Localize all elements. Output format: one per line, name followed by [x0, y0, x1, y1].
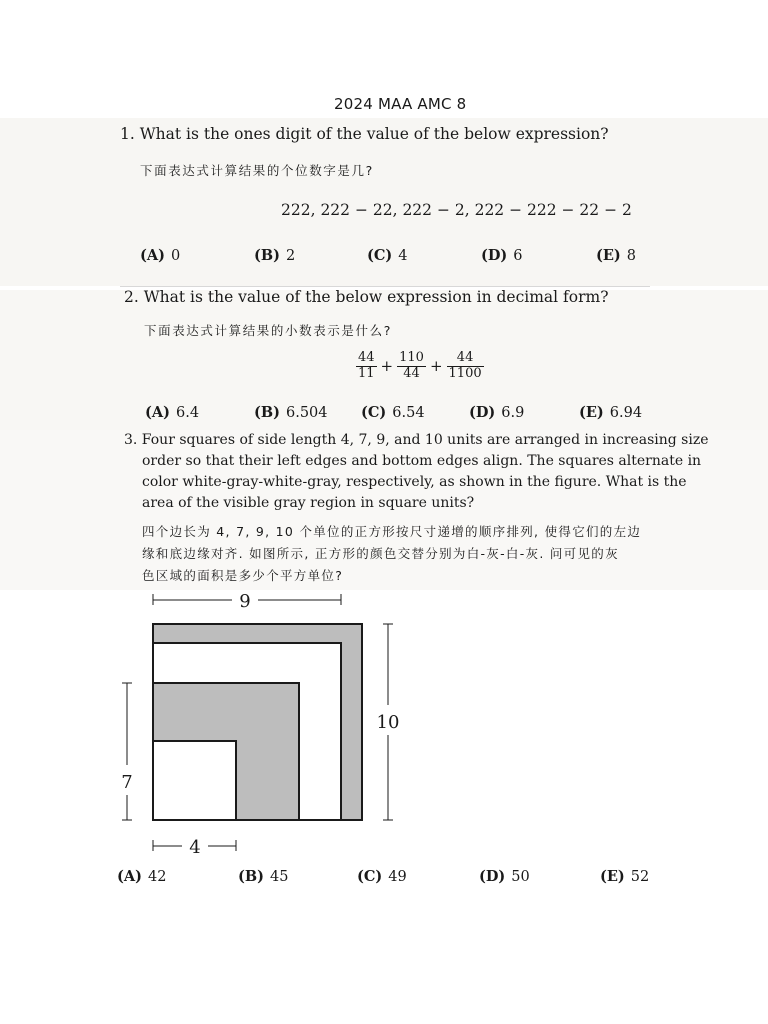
- choice-label: (B): [238, 868, 264, 885]
- denominator: 11: [358, 365, 375, 381]
- choice-value: 50: [511, 869, 530, 885]
- question-3-chinese-line: 四个边长为 4, 7, 9, 10 个单位的正方形按尺寸递增的顺序排列, 使得它们的左边: [142, 524, 642, 539]
- question-3-line: color white-gray-white-gray, respectively, as shown in the figure. What is the: [142, 474, 687, 490]
- choice-label: (A): [140, 247, 165, 264]
- question-3-chinese: [142, 521, 641, 587]
- question-3-chinese-line: 色区域的面积是多少个平方单位?: [142, 568, 344, 583]
- q2-choice-c[interactable]: [361, 404, 425, 421]
- q2-choice-a[interactable]: [145, 404, 199, 421]
- plus-sign: +: [429, 357, 443, 376]
- fraction-2: [397, 351, 426, 382]
- question-1-expression: 222, 222 − 22, 222 − 2, 222 − 222 − 22 − 2: [281, 201, 632, 219]
- numerator: 44: [447, 351, 484, 367]
- q1-choice-b[interactable]: [254, 247, 295, 264]
- choice-label: (B): [254, 247, 280, 264]
- plus-sign: +: [380, 357, 394, 376]
- choice-label: (E): [600, 868, 625, 885]
- choice-label: (D): [469, 404, 496, 421]
- choice-value: 6.9: [501, 405, 525, 421]
- choice-value: 6.4: [175, 405, 200, 421]
- q2-choice-d[interactable]: [469, 404, 524, 421]
- question-3-text: [124, 430, 709, 514]
- choice-value: 6.504: [285, 405, 328, 421]
- q3-choice-a[interactable]: [117, 868, 166, 885]
- choice-label: (B): [254, 404, 280, 421]
- denominator: 44: [403, 365, 420, 381]
- choice-label: (D): [479, 868, 506, 885]
- choice-value: 6.54: [392, 405, 425, 421]
- choice-label: (E): [596, 247, 621, 264]
- q3-choice-c[interactable]: [357, 868, 407, 885]
- choice-label: (C): [357, 868, 383, 885]
- choice-value: 0: [170, 248, 181, 264]
- choice-label: (A): [117, 868, 142, 885]
- q1-choice-a[interactable]: [140, 247, 180, 264]
- choice-label: (D): [481, 247, 508, 264]
- numerator: 44: [358, 350, 375, 365]
- question-2-chinese: 下面表达式计算结果的小数表示是什么?: [144, 323, 392, 338]
- q1-choice-d[interactable]: [481, 247, 523, 264]
- label-4: 4: [189, 837, 201, 858]
- fraction-1: [356, 351, 377, 382]
- question-3-line: area of the visible gray region in square units?: [142, 495, 475, 511]
- q2-choice-b[interactable]: [254, 404, 328, 421]
- q1-choice-e[interactable]: [596, 247, 636, 264]
- choice-value: 8: [626, 248, 637, 264]
- page-title: 2024 MAA AMC 8: [334, 95, 467, 113]
- choice-value: 52: [630, 869, 650, 885]
- question-3-line: order so that their left edges and bottom edges align. The squares alternate in: [142, 453, 702, 469]
- choice-label: (E): [579, 404, 604, 421]
- label-10: 10: [376, 712, 400, 733]
- choice-value: 6: [513, 248, 523, 264]
- q3-choice-b[interactable]: [238, 868, 288, 885]
- question-3-line: 3. Four squares of side length 4, 7, 9, and 10 units are arranged in increasing size: [124, 432, 709, 448]
- q3-choice-d[interactable]: [479, 868, 530, 885]
- choice-label: (A): [145, 404, 170, 421]
- label-9: 9: [239, 591, 251, 612]
- fraction-3: [447, 351, 484, 382]
- choice-value: 6.94: [609, 405, 643, 421]
- dimension-7: [122, 683, 132, 820]
- question-2-expression: [356, 351, 484, 382]
- nested-squares-figure: [0, 585, 768, 870]
- numerator: 110: [399, 350, 424, 365]
- choice-value: 45: [269, 869, 289, 885]
- q3-choice-e[interactable]: [600, 868, 649, 885]
- question-3-chinese-line: 缘和底边缘对齐. 如图所示, 正方形的颜色交替分别为白-灰-白-灰. 问可见的灰: [142, 546, 619, 561]
- question-2-text: 2. What is the value of the below expression in decimal form?: [124, 288, 609, 306]
- square-4: [153, 741, 236, 820]
- denominator: 1100: [448, 365, 482, 381]
- choice-label: (C): [361, 404, 387, 421]
- choice-label: (C): [367, 247, 393, 264]
- choice-value: 4: [398, 248, 408, 264]
- label-7: 7: [121, 772, 133, 793]
- choice-value: 2: [285, 248, 296, 264]
- q2-choice-e[interactable]: [579, 404, 642, 421]
- q1-choice-c[interactable]: [367, 247, 408, 264]
- section-divider: [120, 286, 650, 287]
- choice-value: 49: [388, 869, 407, 885]
- choice-value: 42: [147, 869, 167, 885]
- question-1-chinese: 下面表达式计算结果的个位数字是几?: [140, 163, 374, 178]
- question-1-text: 1. What is the ones digit of the value of the below expression?: [120, 125, 609, 143]
